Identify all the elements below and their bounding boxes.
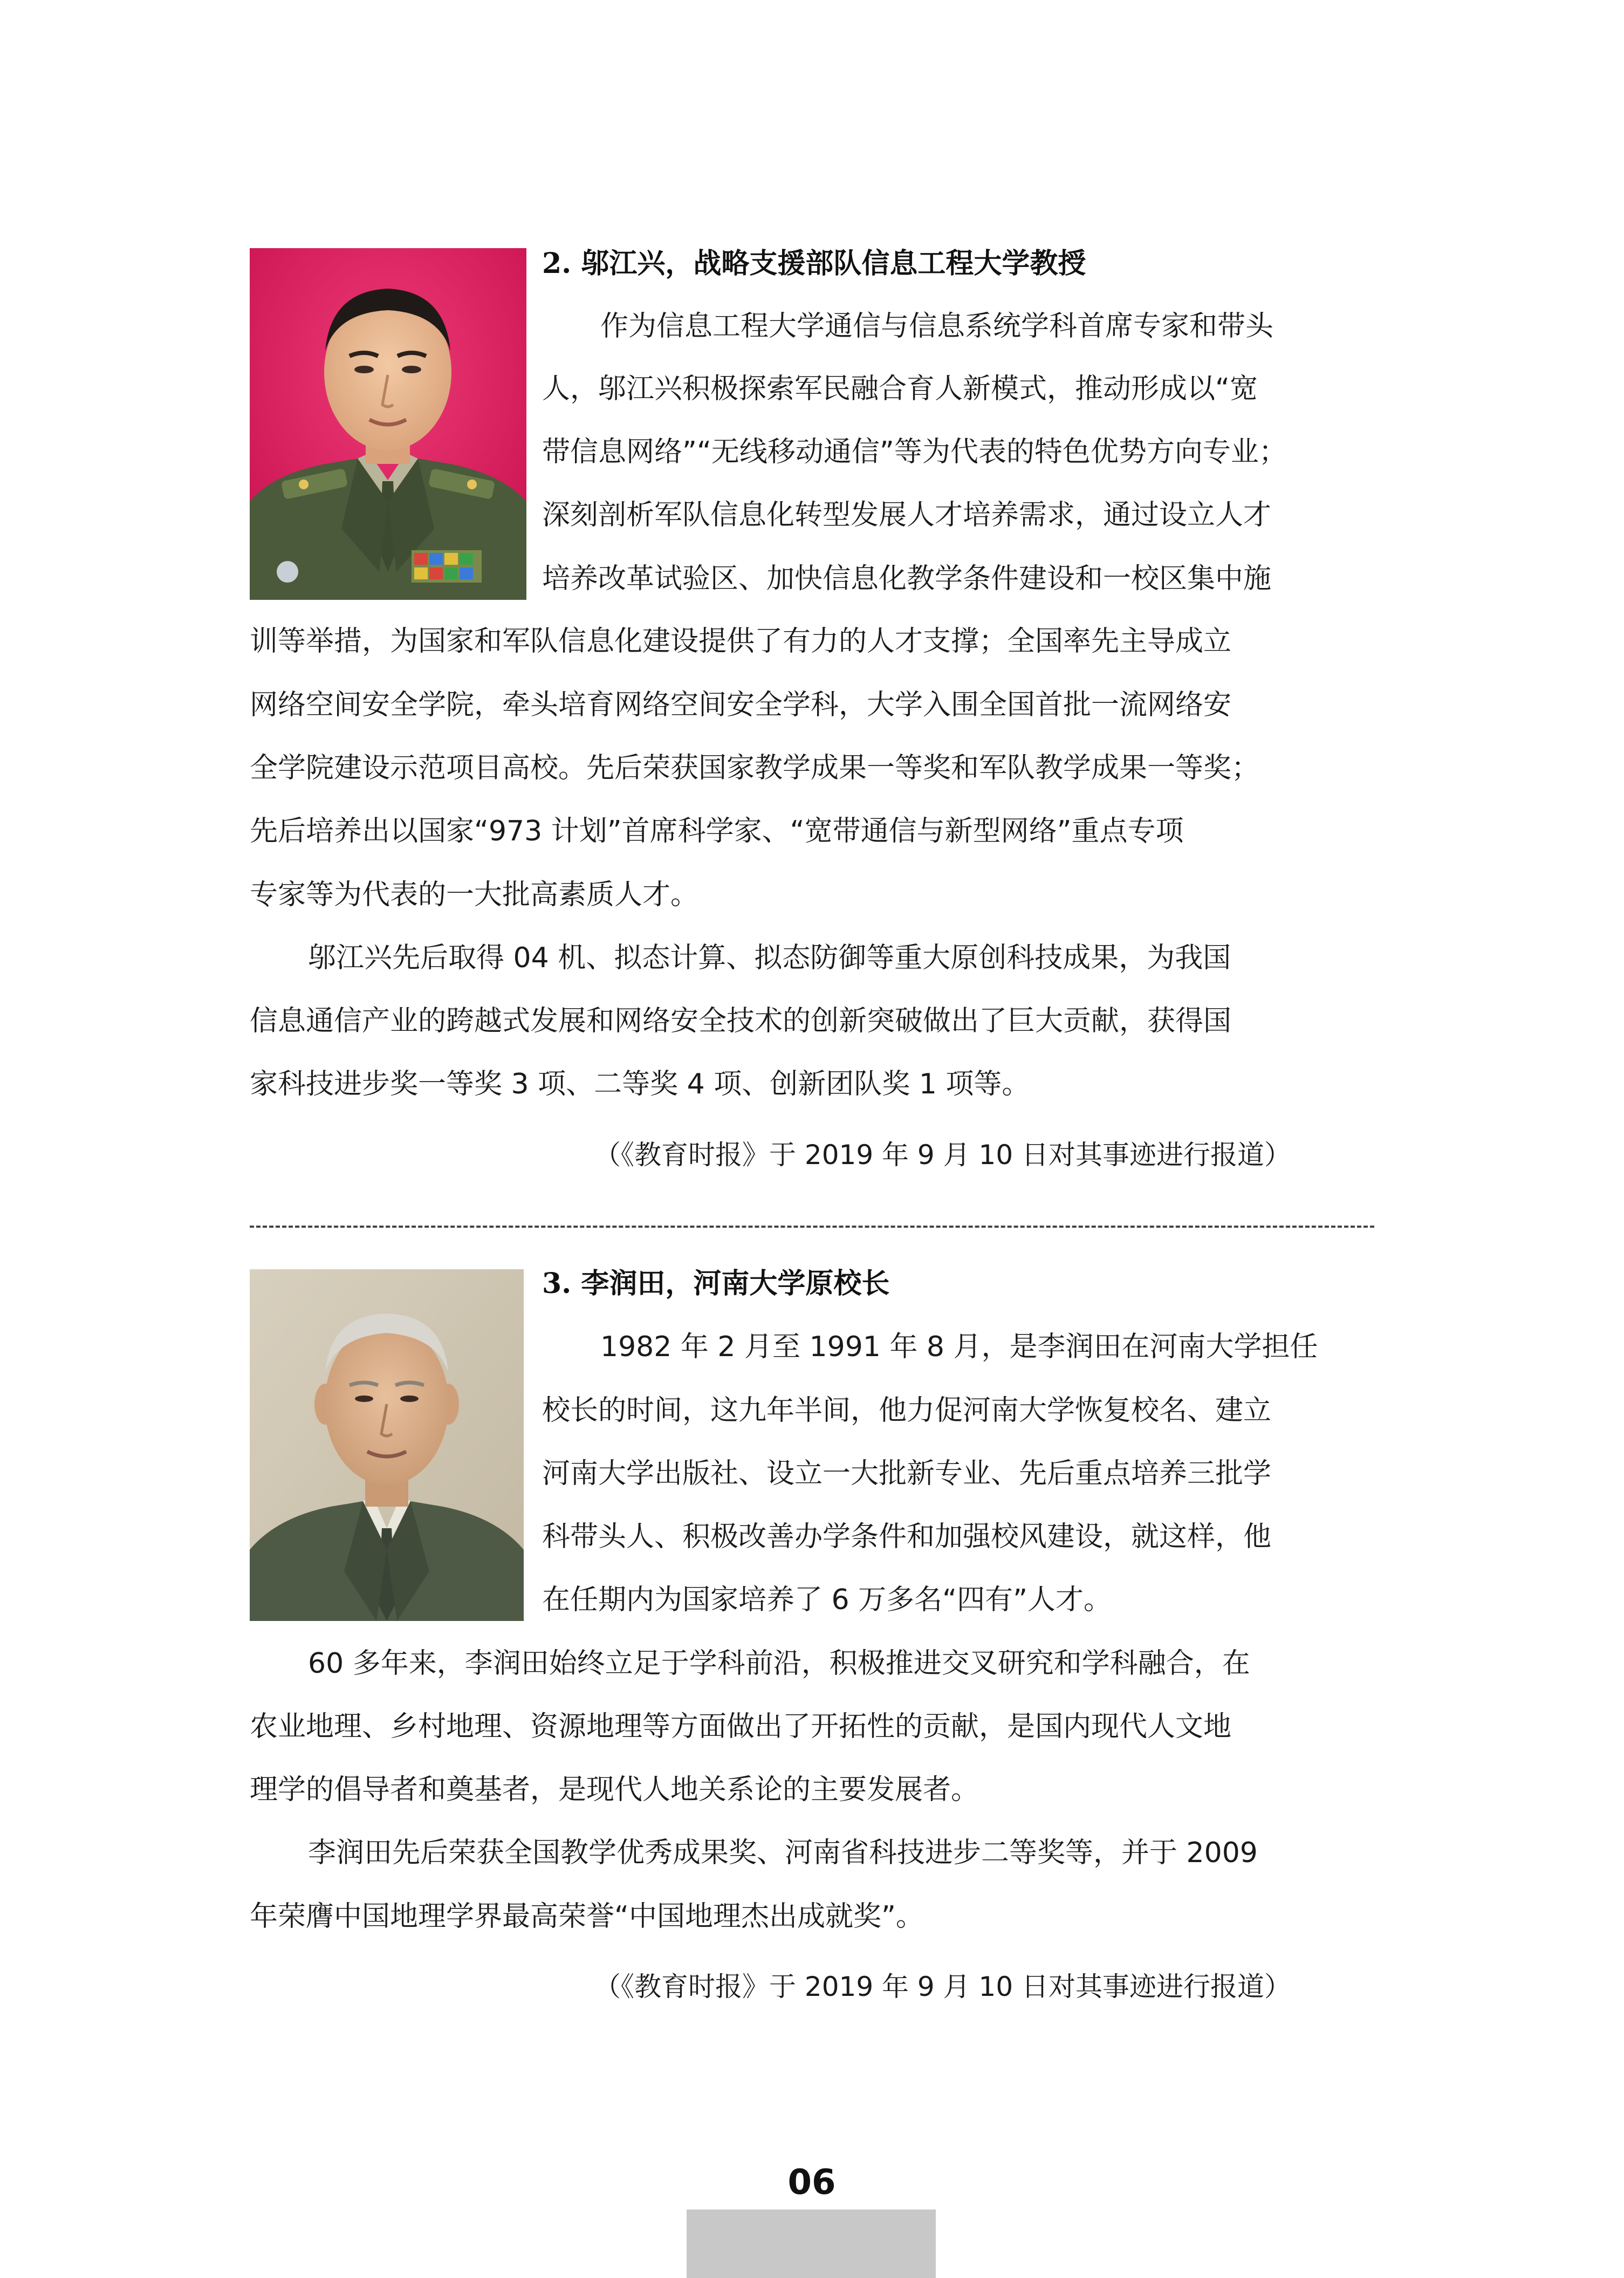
paragraph-line: 先后培养出以国家“973 计划”首席科学家、“宽带通信与新型网络”重点专项 [250, 815, 1184, 847]
paragraph-line: 在任期内为国家培养了 6 万多名“四有”人才。 [542, 1584, 1112, 1616]
paragraph-line: 理学的倡导者和奠基者，是现代人地关系论的主要发展者。 [250, 1774, 979, 1806]
entry-title: 2. 邬江兴，战略支援部队信息工程大学教授 [542, 247, 1086, 280]
paragraph-line: 年荣膺中国地理学界最高荣誉“中国地理杰出成就奖”。 [250, 1900, 924, 1933]
page-number-tab [687, 2209, 936, 2278]
portrait-photo-officer [250, 248, 526, 600]
paragraph-line: 深刻剖析军队信息化转型发展人才培养需求，通过设立人才 [542, 499, 1272, 531]
paragraph-line: 作为信息工程大学通信与信息系统学科首席专家和带头 [600, 310, 1274, 343]
paragraph-line: 专家等为代表的一大批高素质人才。 [250, 879, 699, 911]
entry-title: 3. 李润田，河南大学原校长 [542, 1267, 890, 1300]
paragraph-line: 带信息网络”“无线移动通信”等为代表的特色优势方向专业； [542, 436, 1287, 468]
paragraph-line: 校长的时间，这九年半间，他力促河南大学恢复校名、建立 [542, 1394, 1272, 1427]
paragraph-line: 农业地理、乡村地理、资源地理等方面做出了开拓性的贡献，是国内现代人文地 [250, 1711, 1232, 1743]
portrait-photo-elder [250, 1269, 524, 1621]
source-citation: （《教育时报》于 2019 年 9 月 10 日对其事迹进行报道） [594, 1139, 1292, 1171]
paragraph-line: 李润田先后荣获全国教学优秀成果奖、河南省科技进步二等奖等，并于 2009 [308, 1837, 1258, 1869]
paragraph-line: 1982 年 2 月至 1991 年 8 月，是李润田在河南大学担任 [600, 1331, 1318, 1363]
page-number: 06 [787, 2163, 836, 2202]
source-citation: （《教育时报》于 2019 年 9 月 10 日对其事迹进行报道） [594, 1971, 1292, 2002]
paragraph-line: 60 多年来，李润田始终立足于学科前沿，积极推进交叉研究和学科融合，在 [308, 1647, 1250, 1680]
section-divider [250, 1226, 1374, 1228]
paragraph-line: 培养改革试验区、加快信息化教学条件建设和一校区集中施 [542, 563, 1272, 595]
paragraph-line: 网络空间安全学院，牵头培育网络空间安全学科，大学入围全国首批一流网络安 [250, 689, 1232, 721]
paragraph-line: 信息通信产业的跨越式发展和网络安全技术的创新突破做出了巨大贡献，获得国 [250, 1005, 1232, 1037]
paragraph-line: 科带头人、积极改善办学条件和加强校风建设，就这样，他 [542, 1521, 1272, 1553]
paragraph-line: 全学院建设示范项目高校。先后荣获国家教学成果一等奖和军队教学成果一等奖； [250, 752, 1260, 784]
paragraph-line: 人，邬江兴积极探索军民融合育人新模式，推动形成以“宽 [542, 373, 1258, 405]
paragraph-line: 训等举措，为国家和军队信息化建设提供了有力的人才支撑；全国率先主导成立 [250, 625, 1232, 658]
paragraph-line: 家科技进步奖一等奖 3 项、二等奖 4 项、创新团队奖 1 项等。 [250, 1068, 1030, 1100]
paragraph-line: 河南大学出版社、设立一大批新专业、先后重点培养三批学 [542, 1458, 1272, 1490]
paragraph-line: 邬江兴先后取得 04 机、拟态计算、拟态防御等重大原创科技成果，为我国 [308, 942, 1231, 974]
